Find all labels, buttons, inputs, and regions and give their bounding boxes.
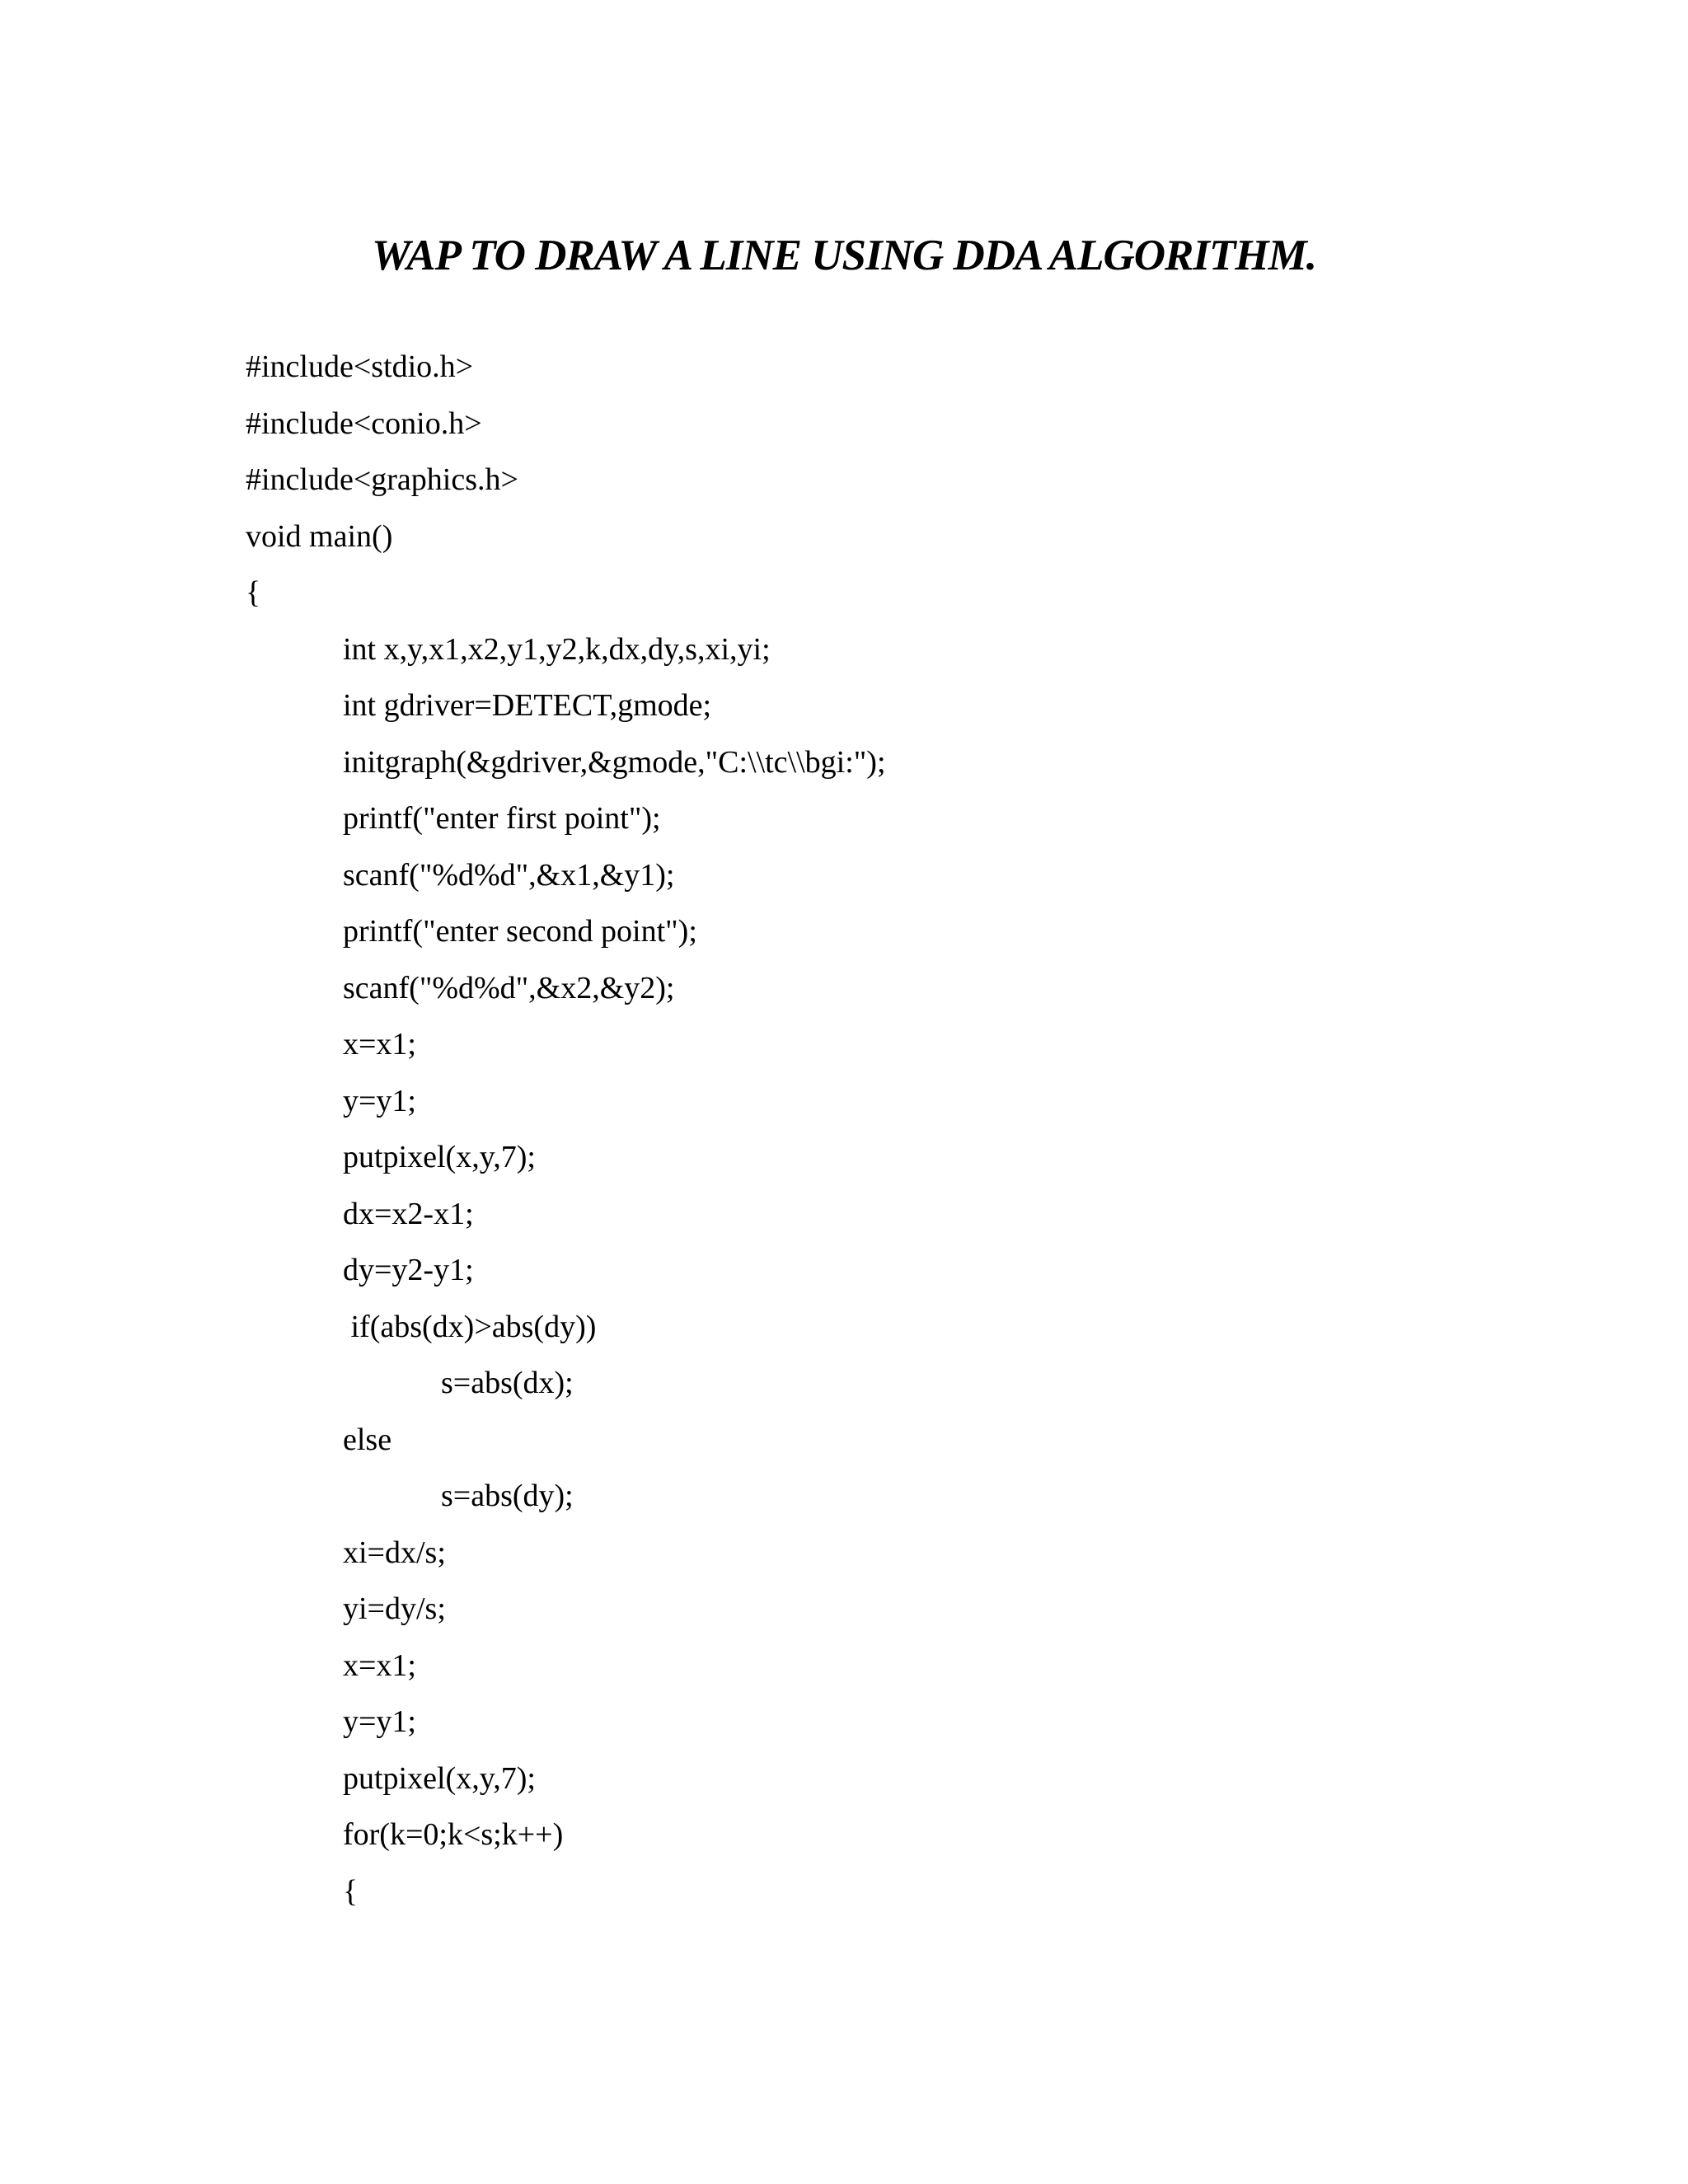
code-line: #include<conio.h> xyxy=(246,406,482,441)
code-line: if(abs(dx)>abs(dy)) xyxy=(343,1310,597,1344)
code-line: x=x1; xyxy=(343,1027,416,1062)
code-line: putpixel(x,y,7); xyxy=(343,1140,536,1174)
code-line: s=abs(dx); xyxy=(441,1366,574,1400)
code-line: y=y1; xyxy=(343,1704,416,1739)
code-line: scanf("%d%d",&x2,&y2); xyxy=(343,971,675,1005)
code-line: void main() xyxy=(246,519,393,554)
document-title: WAP TO DRAW A LINE USING DDA ALGORITHM. xyxy=(372,232,1316,279)
code-line: printf("enter first point"); xyxy=(343,801,661,836)
code-line: dx=x2-x1; xyxy=(343,1197,474,1231)
code-line: xi=dx/s; xyxy=(343,1535,446,1570)
code-line: int x,y,x1,x2,y1,y2,k,dx,dy,s,xi,yi; xyxy=(343,632,771,667)
code-line: scanf("%d%d",&x1,&y1); xyxy=(343,858,675,893)
code-line: printf("enter second point"); xyxy=(343,914,697,949)
code-line: #include<graphics.h> xyxy=(246,462,518,497)
code-line: { xyxy=(246,575,261,610)
code-line: x=x1; xyxy=(343,1648,416,1683)
code-line: for(k=0;k<s;k++) xyxy=(343,1817,564,1852)
code-line: initgraph(&gdriver,&gmode,"C:\\tc\\bgi:"); xyxy=(343,745,886,780)
code-line: #include<stdio.h> xyxy=(246,349,474,384)
code-line: { xyxy=(343,1874,359,1909)
code-line: else xyxy=(343,1422,392,1457)
code-line: dy=y2-y1; xyxy=(343,1253,474,1287)
code-line: int gdriver=DETECT,gmode; xyxy=(343,688,712,723)
code-line: putpixel(x,y,7); xyxy=(343,1761,536,1796)
code-line: yi=dy/s; xyxy=(343,1591,446,1626)
code-line: y=y1; xyxy=(343,1084,416,1118)
code-line: s=abs(dy); xyxy=(441,1479,574,1513)
